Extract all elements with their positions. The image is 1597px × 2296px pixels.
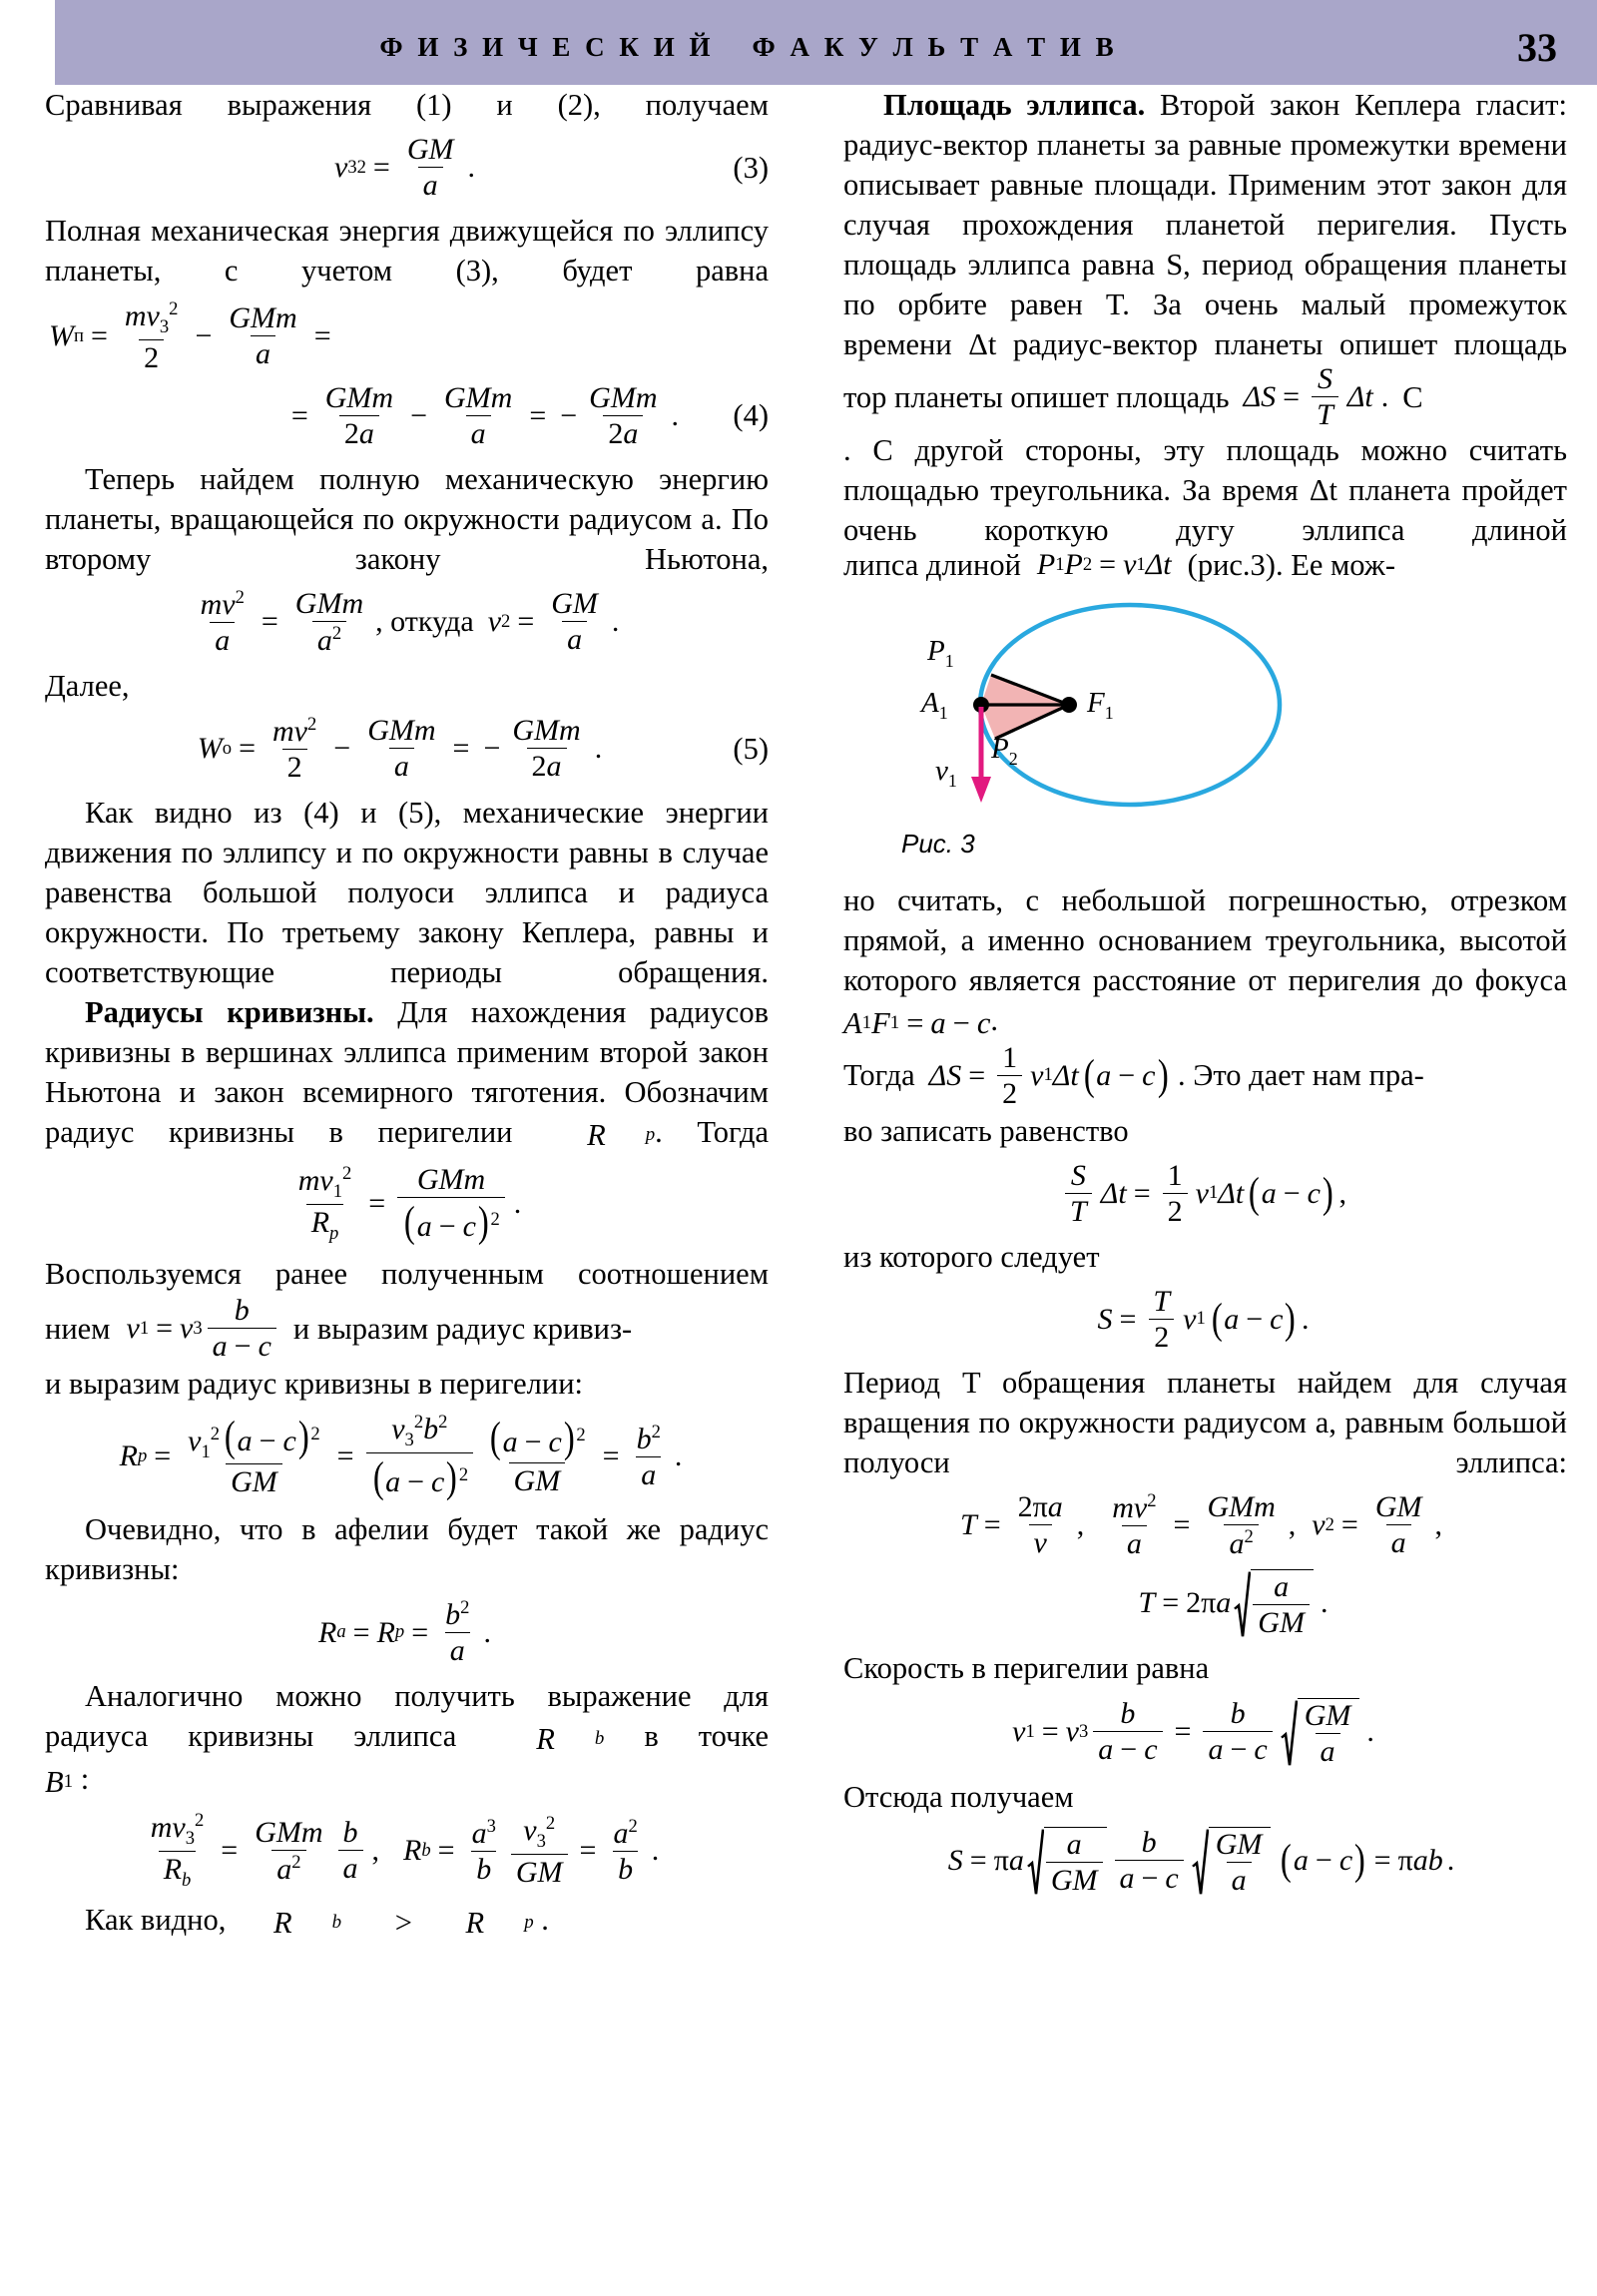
figure-label-F1: $F_1$ xyxy=(1087,686,1114,723)
page-title-word-1: Ф И З И Ч Е С К И Й xyxy=(379,32,715,62)
point-F1 xyxy=(1061,697,1077,713)
equation-3: v 3 2 = $\frac{GM}{a}$ . (3) xyxy=(334,133,769,202)
paragraph-hence: Отсюда получаем xyxy=(843,1779,1074,1814)
equation-S-over-T: $\frac{S}{T}$ Δt = $\frac{1}{2}$ v 1 Δt ( a − c ) , xyxy=(843,1161,1567,1227)
paragraph-radii-curvature: Радиусы кривизны. Для нахождения радиусов кривизны в вершинах эллипса применим второй закон Ньютона и закон всемирного тяготения. Обозначим радиус кривизны в перигелии R p . Тогда xyxy=(45,994,770,1152)
page-body xyxy=(0,85,1597,2296)
paragraph-area-tail: . С другой стороны, эту площадь можно считать площадью треугольника. За время Δt планета пройдет очень короткую дугу эллипса длиной xyxy=(843,433,1567,547)
paragraph-ellipse-area: Площадь эллипса. Второй закон Кеплера гласит: радиус-вектор планеты за равные промежутки времени описывает равные площади. Применим этот закон для случая прохождения планетой перигелия. Пусть площадь эллипса равна S, период обращения планеты по орбите равен T. За очень малый промежуток времени Δt радиус-вектор планеты опишет площадь xyxy=(843,88,1567,361)
equation-deltaS-triangle: Тогда ΔS = $\frac{1}{2}$ v 1 Δt ( a − c ) . Это дает нам пра- xyxy=(843,1040,1424,1110)
equation-Rp: R p = $\frac{v_1^2 (a - c)^2}{GM}$ = $\frac{v_3^2b^2}{(a - c)^2}$ $\frac{(a - c)^2}{GM}$ = $\frac{b^2}{a}$ . xyxy=(119,1412,683,1501)
equation-newton-circular: $\frac{mv^2}{a}$ = $\frac{\text{GMm}}{a^2}$ , откуда v 2 = $\frac{GM}{a}$ . xyxy=(200,586,620,657)
figure-label-v1: $v_1$ xyxy=(935,754,957,791)
page-title-word-2: Ф А К У Л Ь Т А Т И В xyxy=(752,32,1118,62)
paragraph-follows: из которого следует xyxy=(843,1239,1100,1274)
paragraph-analogous: Аналогично можно получить выражение для радиуса кривизны эллипса R b в точке xyxy=(45,1679,770,1757)
paragraph-dalee: Далее, xyxy=(45,668,130,703)
equation-otkuda-label: , откуда xyxy=(375,605,474,639)
figure-label-P1: $P_1$ xyxy=(927,634,954,671)
page-number: 33 xyxy=(1517,25,1557,70)
equation-P1P2-inline: липса длиной P 1 P 2 = v 1 Δt (рис.3). Ее мож- xyxy=(843,548,1396,582)
paragraph-approximation: но считать, с небольшой погрешностью, отрезком прямой, а именно основанием треугольника, высотой которого является расстояние от перигелия до фокуса A 1 F 1 = a − c . xyxy=(843,882,1567,1040)
equation-4-line1: W п = $\frac{mv_3^2}{2}$ − $\frac{\text{GMm}}{a}$ = xyxy=(49,298,331,374)
paragraph-aphelion: Очевидно, что в афелии будет такой же радиус кривизны: xyxy=(45,1512,769,1587)
equation-Rb: $\frac{mv_3^2}{R_b}$ = $\frac{\text{GMm}}{a^2}$ $\frac{b}{a}$ , R b = $\frac{a^3}{b}$ $\frac{v_3^2}{GM}$ = $\frac{a^2}{b}$ . xyxy=(150,1810,660,1891)
equation-5: W о = $\frac{mv^2}{2}$ − $\frac{\text{GMm}}{a}$ = − $\frac{\text{GMm}}{2a}$ . (5) xyxy=(197,713,769,784)
run-in-head-radii: Радиусы кривизны. xyxy=(85,994,374,1029)
equation-period-group: T = $\frac{2\pi a}{v}$ , $\frac{mv^2}{a}$ = $\frac{\text{GMm}}{a^2}$ , v 2 = $\frac{GM}{a}$ , xyxy=(960,1489,1442,1560)
figure-label-A1: $A_1$ xyxy=(921,686,948,723)
paragraph-use-relation: Воспользуемся ранее полученным соотношением xyxy=(45,1257,769,1292)
figure-label-P2: $P_2$ xyxy=(991,732,1018,769)
equation-v1-final: v 1 = v 3 $\frac{b}{a - c}$ = $\frac{b}{a - c}$ $\frac{GM}{a}$ . xyxy=(1012,1697,1374,1768)
equation-S-final: S = π a $\frac{a}{GM}$ $\frac{b}{a - c}$ $\frac{GM}{a}$ ( a − c ) = π ab . xyxy=(947,1826,1455,1897)
paragraph-use-relation-tail: и выразим радиус кривизны в перигелии: xyxy=(45,1367,584,1402)
equation-5-number: (5) xyxy=(733,731,769,766)
figure-3 xyxy=(843,587,1567,876)
equation-deltaS-inline: тор планеты опишет площадь ΔS = $\frac{S}{T}$ Δt . С xyxy=(843,362,1423,431)
equation-newton-perihelion: $\frac{mv_1^2}{R_p}$ = $\frac{\text{GMm}}{(a - c)^2}$ . xyxy=(297,1162,522,1246)
equation-Ra: R a = R p = $\frac{b^2}{a}$ . xyxy=(318,1597,491,1668)
equation-S-result: S = $\frac{T}{2}$ v 1 ( a − c ) . xyxy=(1097,1284,1310,1354)
paragraph-compare: Сравнивая выражения (1) и (2), получаем xyxy=(45,88,769,122)
figure-caption: Рис. 3 xyxy=(901,828,975,859)
equation-3-number: (3) xyxy=(733,150,769,185)
left-column xyxy=(45,85,769,1943)
right-column xyxy=(843,85,1567,1906)
paragraph-right-to-write: во записать равенство xyxy=(843,1113,1129,1148)
swept-area-triangle xyxy=(981,675,1069,739)
equation-v1-relation-inline: нием v 1 = v 3 $\frac{b}{a - c}$ и выразим радиус кривиз- xyxy=(45,1294,633,1364)
velocity-arrow-head xyxy=(971,777,991,803)
paragraph-circular-energy: Теперь найдем полную механическую энергию планеты, вращающейся по окружности радиусом a. По второму закону Ньютона, xyxy=(45,461,769,576)
paragraph-total-energy: Полная механическая энергия движущейся по эллипсу планеты, с учетом (3), будет равна xyxy=(45,214,769,287)
paragraph-perihelion-speed: Скорость в перигелии равна xyxy=(843,1650,1210,1685)
run-in-head-area: Площадь эллипса. xyxy=(883,88,1146,122)
paragraph-period: Период T обращения планеты найдем для случая вращения по окружности радиусом a, равным большой полуоси эллипса: xyxy=(843,1365,1567,1479)
equation-4-line2: = $\frac{\text{GMm}}{2a}$ − $\frac{\text{GMm}}{a}$ = − $\frac{\text{GMm}}{2a}$ . (4) xyxy=(290,380,769,450)
paragraph-as-seen: Как видно из (4) и (5), механические энергии движения по эллипсу и по окружности равны в случае равенства большой полуоси эллипса и радиуса окружности. По третьему закону Кеплера, равны и соответствующие периоды обращения. xyxy=(45,795,769,989)
equation-period-final: T = 2π a $\frac{a}{GM}$ . xyxy=(1138,1569,1329,1639)
paragraph-as-visible: Как видно, R b > R p . xyxy=(85,1903,549,1941)
paragraph-analogous-tail: B 1 : xyxy=(45,1762,90,1800)
equation-4-number: (4) xyxy=(733,398,769,433)
page-title xyxy=(55,0,1442,85)
page-header-bar xyxy=(55,0,1597,85)
